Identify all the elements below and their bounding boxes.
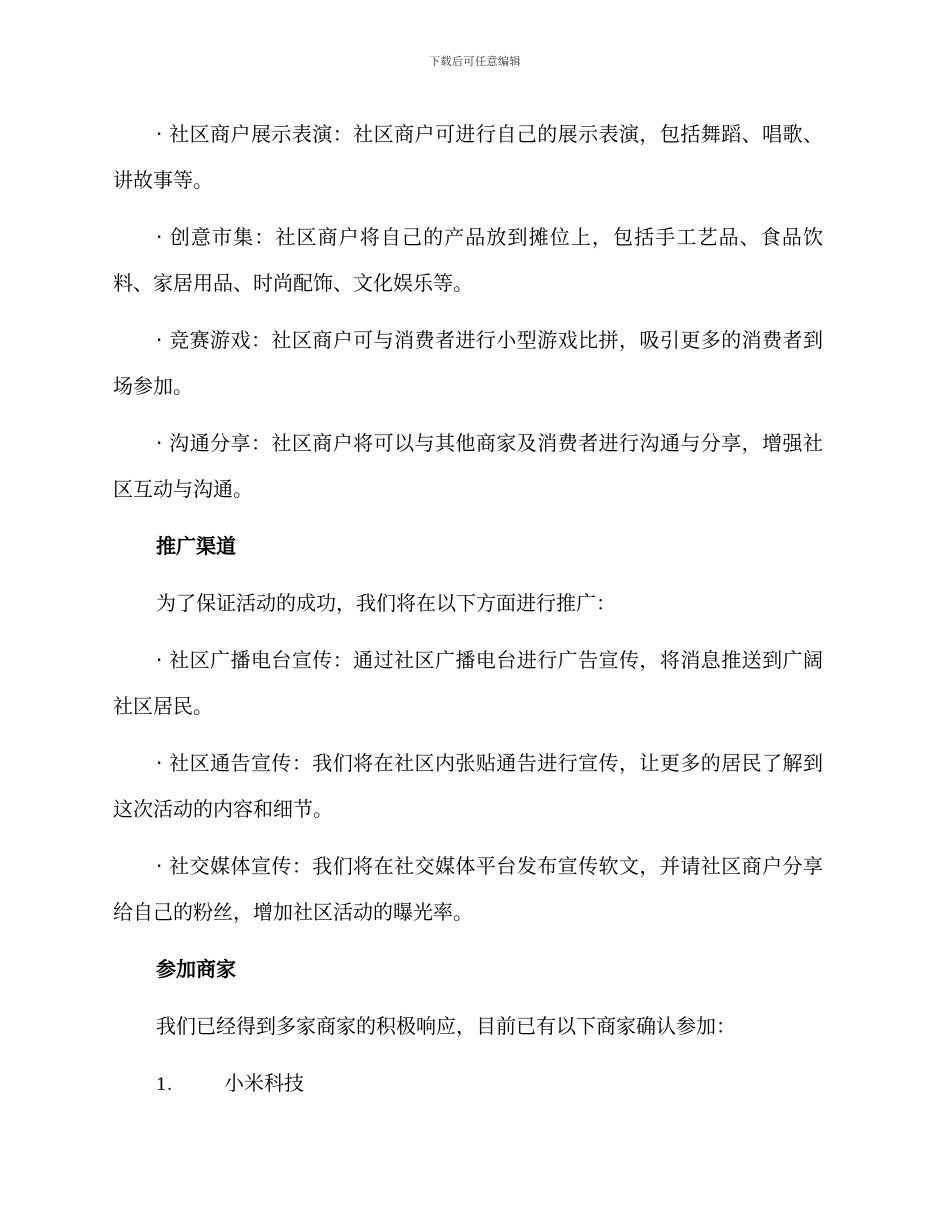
document-body: [113, 111, 823, 1108]
section-heading-promotion: 推广渠道: [156, 534, 236, 558]
section-heading-merchants: 参加商家: [156, 957, 236, 981]
paragraph-merchants-intro: 我们已经得到多家商家的积极响应，目前已有以下商家确认参加：: [156, 1014, 736, 1038]
paragraph-promotion-intro: 为了保证活动的成功，我们将在以下方面进行推广：: [156, 591, 616, 615]
list-number: 1.: [156, 1075, 173, 1095]
paragraph-creative-market: · 创意市集：社区商户将自己的产品放到摊位上，包括手工艺品、食品饮料、家居用品、时尚配饰、文化娱乐等。: [113, 225, 823, 295]
paragraph-radio-promotion: · 社区广播电台宣传：通过社区广播电台进行广告宣传，将消息推送到广阔社区居民。: [113, 648, 823, 718]
paragraph-communication-sharing: · 沟通分享：社区商户将可以与其他商家及消费者进行沟通与分享，增强社区互动与沟通。: [113, 431, 823, 501]
paragraph-notice-promotion: · 社区通告宣传：我们将在社区内张贴通告进行宣传，让更多的居民了解到这次活动的内容和细节。: [113, 751, 823, 821]
paragraph-merchant-performance: · 社区商户展示表演：社区商户可进行自己的展示表演，包括舞蹈、唱歌、讲故事等。: [113, 122, 823, 192]
paragraph-competition-games: · 竞赛游戏：社区商户可与消费者进行小型游戏比拼，吸引更多的消费者到场参加。: [113, 328, 823, 398]
list-item-text: 小米科技: [224, 1071, 304, 1095]
page-header: 下载后可任意编辑: [429, 55, 521, 68]
paragraph-social-media-promotion: · 社交媒体宣传：我们将在社交媒体平台发布宣传软文，并请社区商户分享给自己的粉丝，增加社区活动的曝光率。: [113, 854, 823, 924]
list-item: [113, 1060, 823, 1108]
